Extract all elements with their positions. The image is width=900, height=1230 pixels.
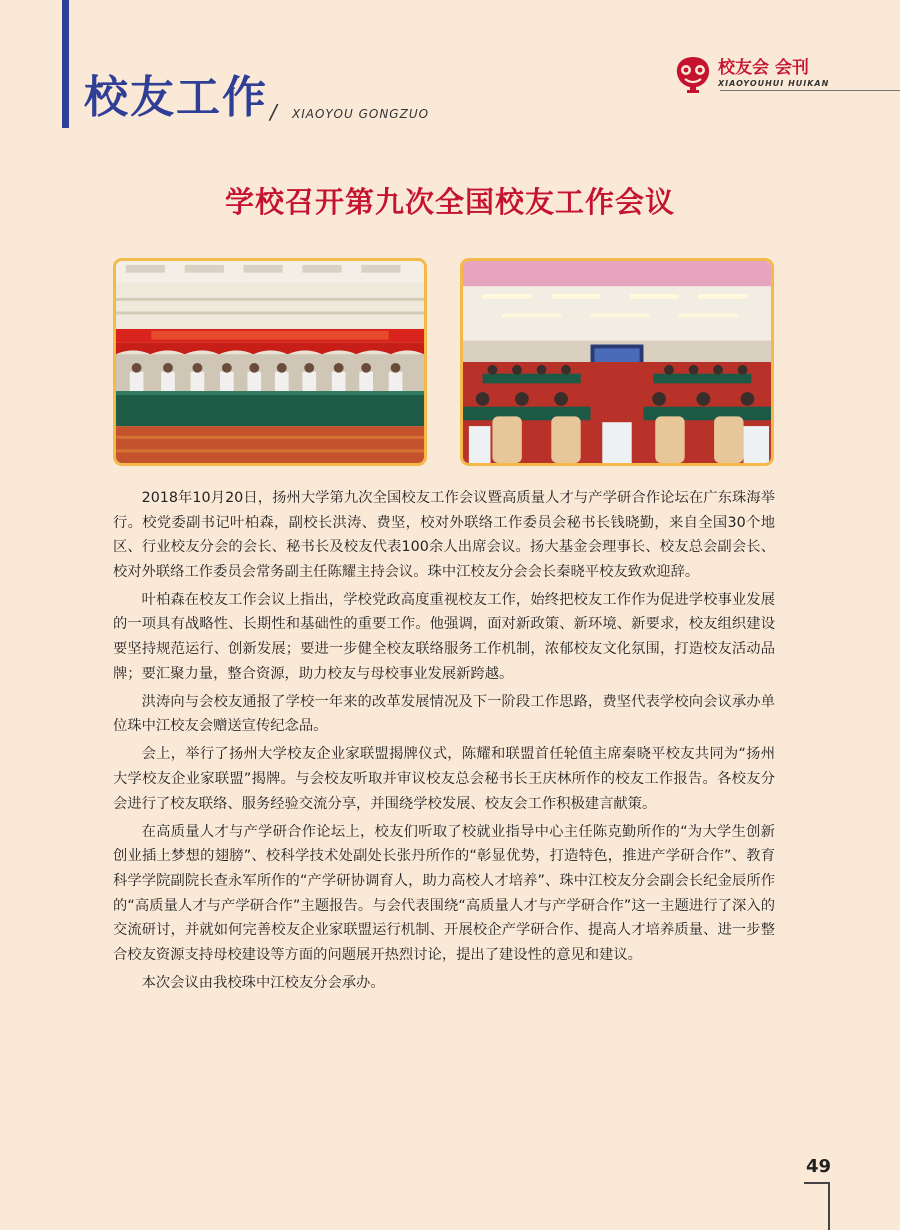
article-paragraph: 会上，举行了扬州大学校友企业家联盟揭牌仪式，陈耀和联盟首任轮值主席秦晓平校友共同为“扬州大学校友企业家联盟”揭牌。与会校友听取并审议校友总会秘书长王庆林所作的校友工作报告。各校友分会进行了校友联络、服务经验交流分享，并围绕学校发展、校友会工作积极建言献策。 — [113, 746, 775, 812]
alumni-emblem-icon — [672, 54, 714, 94]
section-pinyin: XIAOYOU GONGZUO — [292, 107, 430, 121]
article-paragraph: 洪涛向与会校友通报了学校一年来的改革发展情况及下一阶段工作思路，费坚代表学校向会议承办单位珠中江校友会赠送宣传纪念品。 — [113, 693, 775, 735]
magazine-title: 校友会 会刊 — [718, 58, 809, 78]
meeting-hall-photo — [113, 258, 427, 466]
page-number-rule — [804, 1182, 830, 1184]
conference-room-photo — [460, 258, 774, 466]
header-rule — [720, 90, 900, 91]
page-number-rule-vertical — [828, 1182, 830, 1230]
article-paragraph: 2018年10月20日，扬州大学第九次全国校友工作会议暨高质量人才与产学研合作论坛在广东珠海举行。校党委副书记叶柏森，副校长洪涛、费坚，校对外联络工作委员会秘书长钱晓勤，来自全国30个地区、行业校友分会的会长、秘书长及校友代表100余人出席会议。扬大基金会理事长、校友总会副会长、校对外联络工作委员会常务副主任陈耀主持会议。珠中江校友分会会长秦晓平校友致欢迎辞。 — [113, 490, 775, 580]
magazine-pinyin: XIAOYOUHUI HUIKAN — [718, 79, 830, 88]
article-title: 学校召开第九次全国校友工作会议 — [224, 185, 675, 219]
section-separator: / — [270, 100, 277, 124]
article-body — [113, 486, 775, 999]
article-paragraph: 在高质量人才与产学研合作论坛上，校友们听取了校就业指导中心主任陈克勤所作的“为大学生创新创业插上梦想的翅膀”、校科学技术处副处长张丹所作的“彰显优势，打造特色，推进产学研合作”、教育科学学院副院长查永军所作的“产学研协调育人，助力高校人才培养”、珠中江校友分会副会长纪金辰所作的“高质量人才与产学研合作”主题报告。与会代表围绕“高质量人才与产学研合作”这一主题进行了深入的交流研讨，并就如何完善校友企业家联盟运行机制、开展校企产学研合作、提高人才培养质量、进一步整合校友资源支持母校建设等方面的问题展开热烈讨论，提出了建设性的意见和建议。 — [113, 823, 775, 963]
section-accent-bar — [62, 0, 69, 128]
section-title: 校友工作 — [84, 72, 268, 123]
article-paragraph: 本次会议由我校珠中江校友分会承办。 — [141, 974, 385, 991]
article-paragraph: 叶柏森在校友工作会议上指出，学校党政高度重视校友工作，始终把校友工作作为促进学校事业发展的一项具有战略性、长期性和基础性的重要工作。他强调，面对新政策、新环境、新要求，校友组织建设要坚持规范运行、创新发展；要进一步健全校友联络服务工作机制，浓郁校友文化氛围，打造校友活动品牌；要汇聚力量，整合资源，助力校友与母校事业发展新跨越。 — [113, 591, 775, 682]
page-number: 49 — [806, 1156, 832, 1177]
